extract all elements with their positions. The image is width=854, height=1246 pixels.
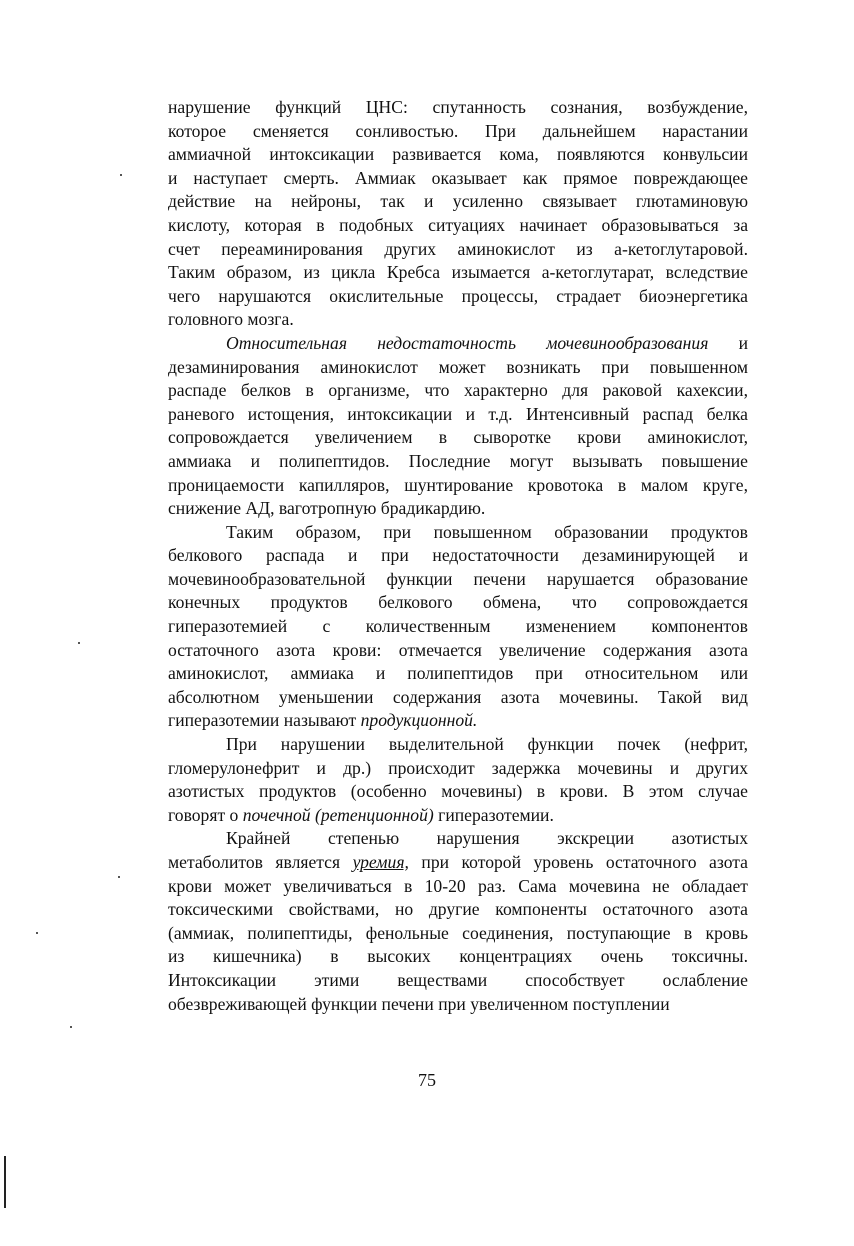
text-run: проницаемости капилляров, шунтирование кровотока в малом круге, [168,474,748,495]
text-line [168,709,748,733]
text-run: Относительная недостаточность мочевинообразования [226,332,709,353]
text-line [168,757,748,781]
text-line [168,733,748,757]
body-text [168,96,748,1016]
paragraph [168,733,748,827]
text-line [168,945,748,969]
text-run: метаболитов является [168,852,353,872]
text-line [168,261,748,285]
text-run: При нарушении выделительной функции почек (нефрит, [226,734,748,755]
text-run: счет переаминирования других аминокислот из а-кетоглутаровой. [168,238,748,259]
text-run: (аммиак, полипептиды, фенольные соединения, поступающие в кровь [168,922,748,943]
text-line [168,780,748,804]
text-line [168,686,748,710]
scan-speck [120,174,122,176]
scan-edge-mark [4,1156,6,1208]
text-run: продукционной. [360,710,478,731]
text-line [168,827,748,851]
text-run: нарушение функций ЦНС: спутанность сознания, возбуждение, [168,97,748,117]
text-line [168,851,748,875]
text-line [168,922,748,946]
text-line [168,238,748,262]
text-run: головного мозга. [168,309,294,330]
text-run: из кишечника) в высоких концентрациях очень токсичны. [168,946,748,967]
text-line [168,615,748,639]
text-line [168,497,748,521]
text-run: Интоксикации этими веществами способствует ослабление [168,969,748,990]
scan-speck [118,876,120,878]
text-line [168,120,748,144]
text-run: Крайней степенью нарушения экскреции азотистых [226,828,748,849]
text-run: абсолютном уменьшении содержания азота мочевины. Такой вид [168,686,748,707]
scan-speck [78,642,80,644]
page-number: 75 [418,1070,436,1090]
text-line [168,639,748,663]
text-run: гиперазотемии называют [168,710,361,731]
text-run: снижение АД, ваготропную брадикардию. [168,498,486,519]
text-run: гиперазотемией с количественным изменением компонентов [168,616,748,637]
text-run: токсическими свойствами, но другие компоненты остаточного азота [168,899,748,920]
text-line [168,332,748,356]
paragraph [168,96,748,332]
text-run: Таким образом, при повышенном образовании продуктов [226,521,748,542]
text-run: раневого истощения, интоксикации и т.д. Интенсивный распад белка [168,403,748,424]
text-line [168,190,748,214]
paragraph [168,827,748,1016]
text-run: которое сменяется сонливостью. При дальнейшем нарастании [168,120,748,141]
text-run: мочевинообразовательной функции печени нарушается образование [168,568,748,589]
text-line [168,96,748,120]
text-line [168,521,748,545]
text-run: аммиака и полипептидов. Последние могут вызывать повышение [168,450,748,471]
text-run: аммиачной интоксикации развивается кома, появляются конвульсии [168,144,748,165]
paragraph [168,521,748,733]
text-run: чего нарушаются окислительные процессы, страдает биоэнергетика [168,285,748,306]
text-run: при которой уровень остаточного азота [408,852,748,872]
text-line [168,143,748,167]
text-run: азотистых продуктов (особенно мочевины) в крови. В этом случае [168,781,748,802]
text-run: уремия, [352,852,409,872]
text-line [168,898,748,922]
text-line [168,804,748,828]
text-line [168,379,748,403]
text-line [168,214,748,238]
text-line [168,450,748,474]
text-line [168,662,748,686]
text-run: распаде белков в организме, что характерно для раковой кахексии, [168,380,748,401]
text-run: и наступает смерть. Аммиак оказывает как прямое повреждающее [168,167,748,188]
text-run: Таким образом, из цикла Кребса изымается а-кетоглутарат, вследствие [168,262,748,283]
text-line [168,591,748,615]
text-line [168,167,748,191]
text-run: действие на нейроны, так и усиленно связывает глютаминовую [168,191,748,212]
text-line [168,544,748,568]
scan-speck [36,932,38,934]
text-run: крови может увеличиваться в 10-20 раз. Сама мочевина не обладает [168,875,748,896]
text-line [168,426,748,450]
text-run: говорят о [168,804,243,825]
text-run: кислоту, которая в подобных ситуациях начинает образовываться за [168,214,748,235]
text-line [168,993,748,1017]
text-line [168,285,748,309]
text-run: и [708,332,748,353]
text-run: аминокислот, аммиака и полипептидов при относительном или [168,663,748,684]
text-run: белкового распада и при недостаточности дезаминирующей и [168,545,748,566]
text-run: обезвреживающей функции печени при увеличенном поступлении [168,993,670,1014]
text-line [168,356,748,380]
text-line [168,969,748,993]
text-line [168,474,748,498]
text-run: конечных продуктов белкового обмена, что сопровождается [168,592,748,613]
text-line [168,308,748,332]
text-run: дезаминирования аминокислот может возникать при повышенном [168,356,748,377]
text-run: сопровождается увеличением в сыворотке крови аминокислот, [168,427,748,448]
paragraph [168,332,748,521]
text-run: гломерулонефрит и др.) происходит задержка мочевины и других [168,757,748,778]
text-line [168,875,748,899]
text-run: почечной (ретенционной) [242,804,434,825]
text-line [168,568,748,592]
scan-speck [70,1026,72,1028]
text-line [168,403,748,427]
text-run: гиперазотемии. [433,804,554,825]
text-run: остаточного азота крови: отмечается увеличение содержания азота [168,639,748,660]
